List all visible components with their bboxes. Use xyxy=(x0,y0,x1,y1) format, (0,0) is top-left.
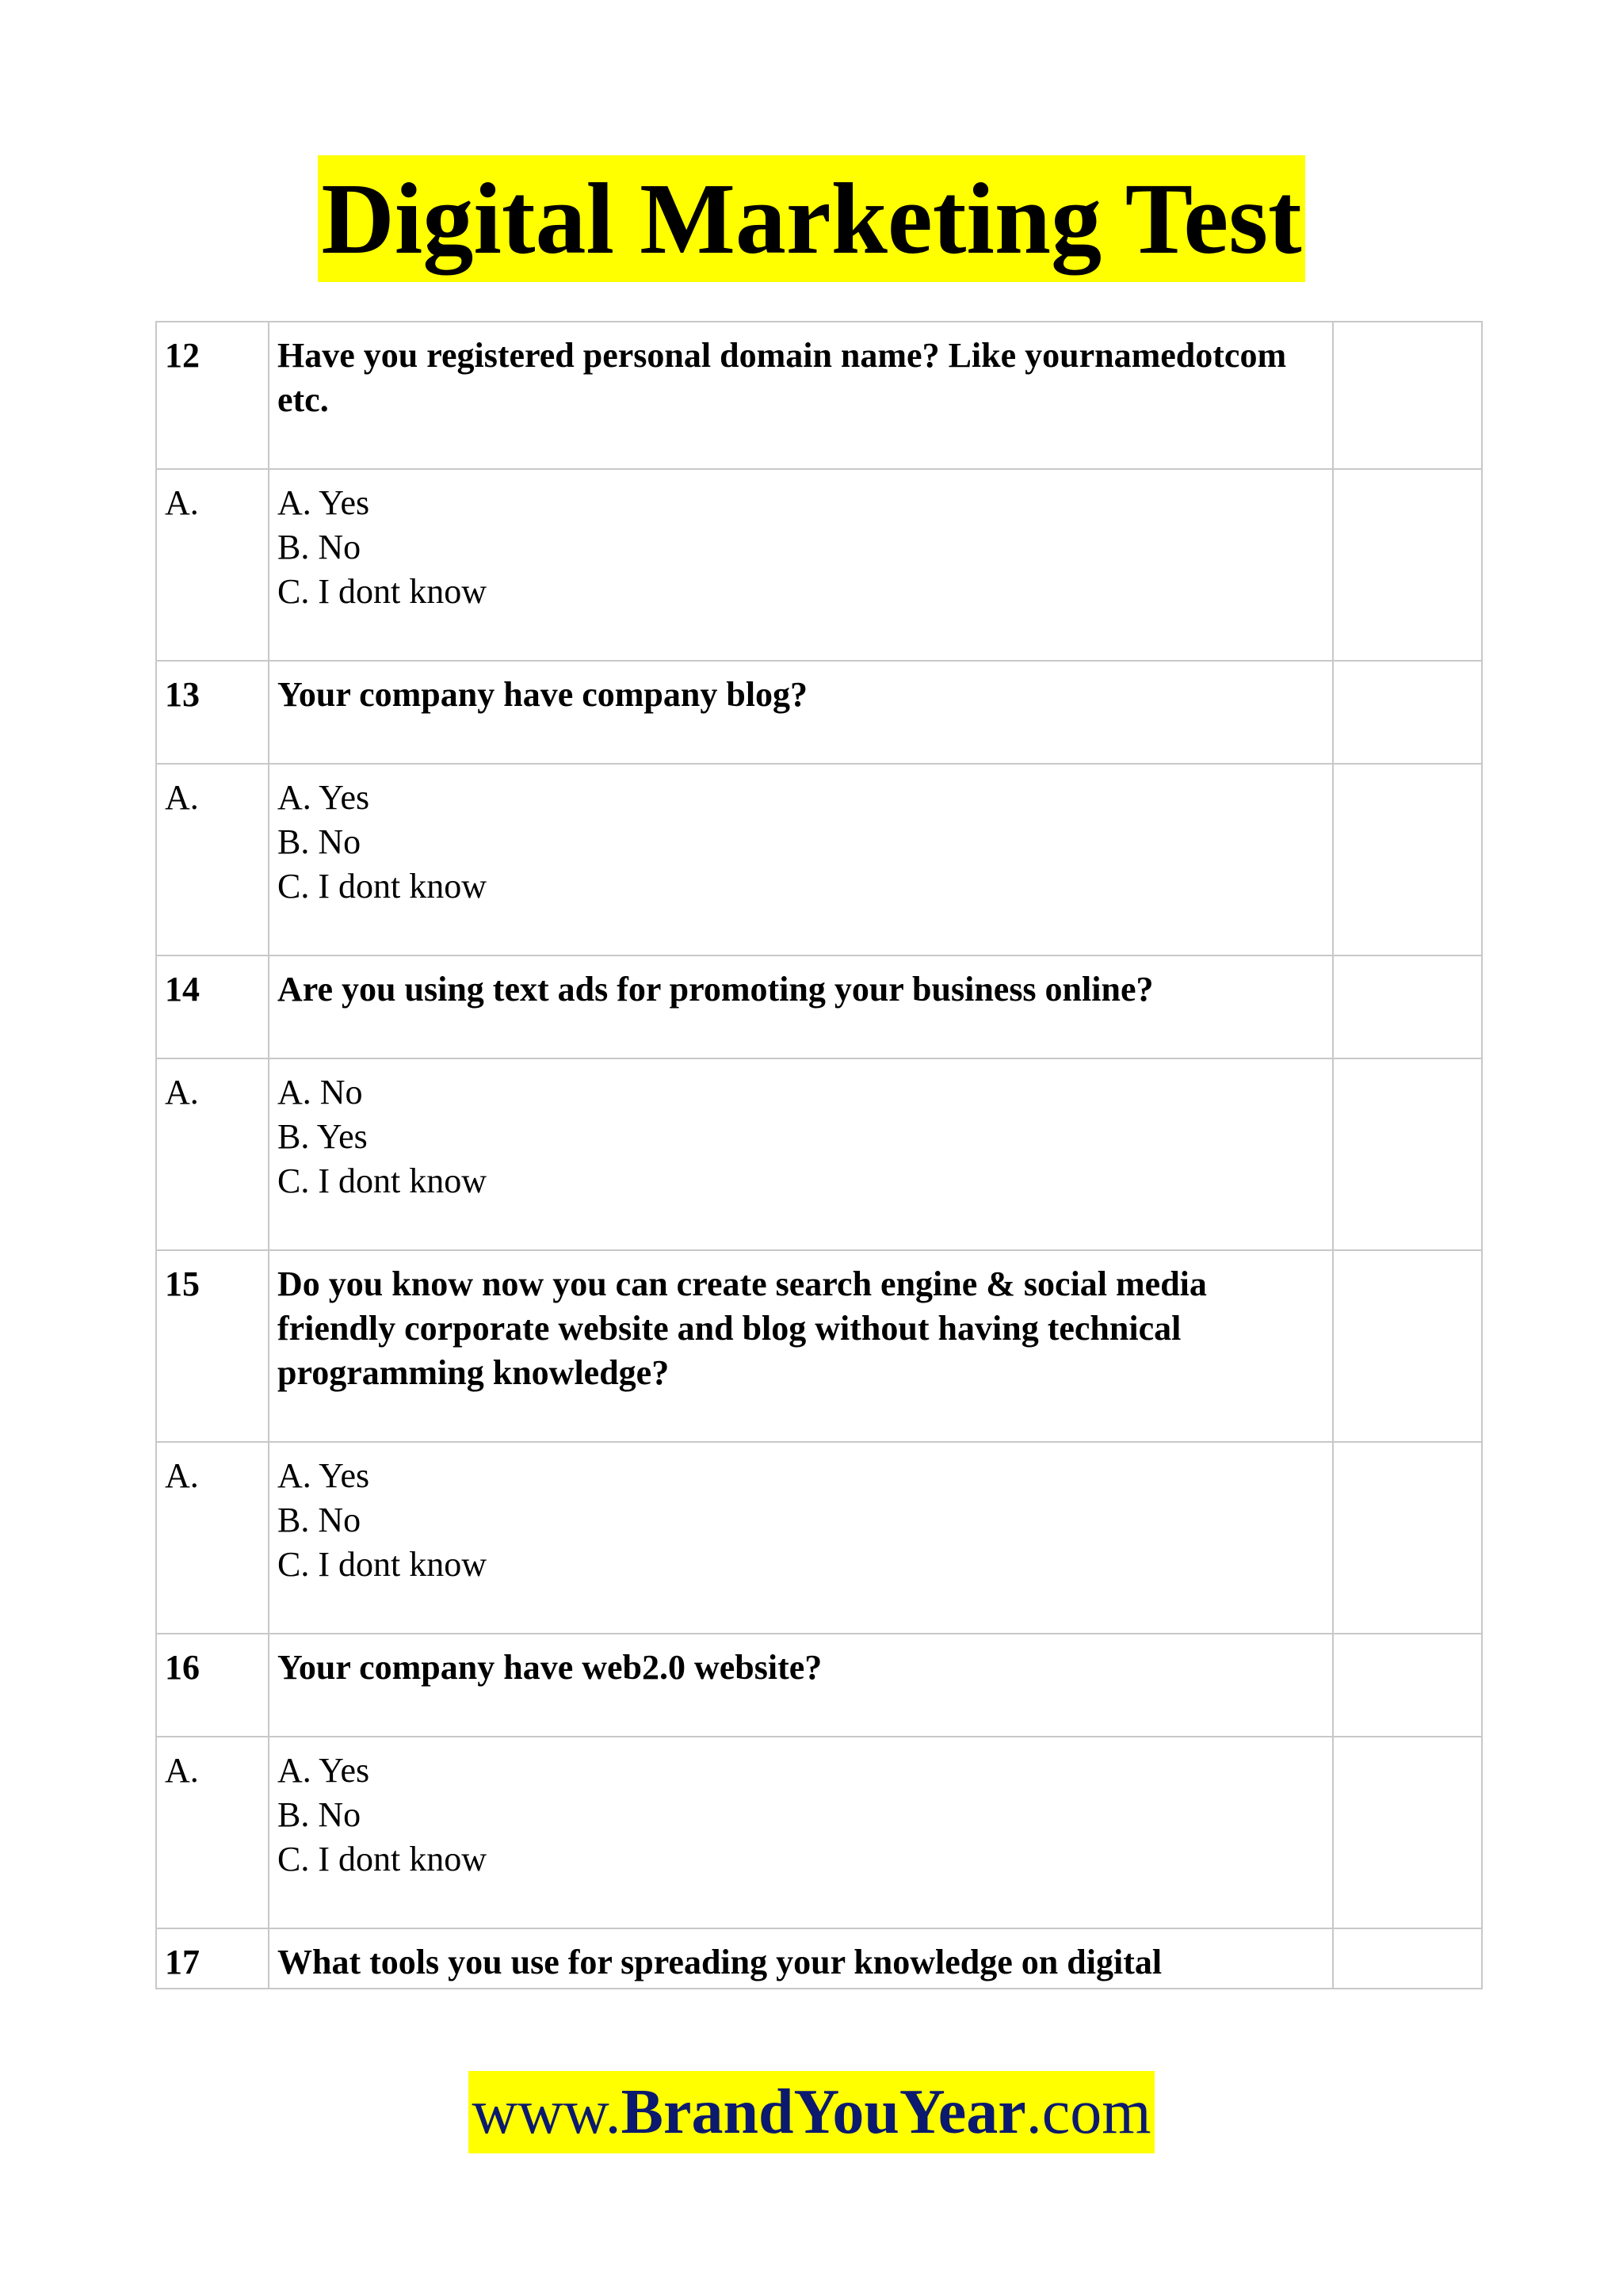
question-row xyxy=(156,661,1482,764)
option-c: C. I dont know xyxy=(277,867,487,906)
question-number: 12 xyxy=(156,322,269,469)
answer-cell xyxy=(1333,1442,1482,1634)
answer-cell xyxy=(1333,1634,1482,1737)
question-number: 14 xyxy=(156,955,269,1058)
question-number: 15 xyxy=(156,1250,269,1442)
answer-label: A. xyxy=(156,764,269,955)
answer-row xyxy=(156,1737,1482,1928)
question-text: Your company have company blog? xyxy=(269,661,1333,764)
answer-cell xyxy=(1333,322,1482,469)
answer-label: A. xyxy=(156,1737,269,1928)
website-url xyxy=(468,2071,1154,2153)
answer-row xyxy=(156,1442,1482,1634)
url-brand: BrandYouYear xyxy=(621,2077,1026,2147)
answer-cell xyxy=(1333,1058,1482,1250)
answer-label: A. xyxy=(156,469,269,661)
question-text: Do you know now you can create search engine & social media friendly corporate website and blog without having technical programming knowledge? xyxy=(269,1250,1333,1442)
question-row xyxy=(156,1250,1482,1442)
answer-label: A. xyxy=(156,1058,269,1250)
answer-row xyxy=(156,469,1482,661)
question-number: 13 xyxy=(156,661,269,764)
question-text: What tools you use for spreading your knowledge on digital xyxy=(269,1928,1333,1989)
option-b: B. No xyxy=(277,1795,361,1834)
option-a: A. Yes xyxy=(277,1456,370,1495)
option-a: A. Yes xyxy=(277,483,370,522)
option-b: B. Yes xyxy=(277,1117,368,1156)
answer-options xyxy=(269,1058,1333,1250)
question-row xyxy=(156,1928,1482,1989)
answer-cell xyxy=(1333,764,1482,955)
option-c: C. I dont know xyxy=(277,572,487,611)
question-number: 17 xyxy=(156,1928,269,1989)
answer-options xyxy=(269,1737,1333,1928)
option-a: A. Yes xyxy=(277,1751,370,1790)
footer-container xyxy=(0,2071,1623,2153)
answer-options xyxy=(269,1442,1333,1634)
answer-cell xyxy=(1333,955,1482,1058)
option-c: C. I dont know xyxy=(277,1161,487,1200)
answer-options xyxy=(269,469,1333,661)
option-c: C. I dont know xyxy=(277,1545,487,1584)
url-suffix: .com xyxy=(1025,2077,1151,2147)
option-a: A. No xyxy=(277,1073,363,1112)
answer-cell xyxy=(1333,1250,1482,1442)
answer-cell xyxy=(1333,1928,1482,1989)
question-text: Your company have web2.0 website? xyxy=(269,1634,1333,1737)
answer-options xyxy=(269,764,1333,955)
page-title: Digital Marketing Test xyxy=(318,155,1304,282)
question-number: 16 xyxy=(156,1634,269,1737)
question-row xyxy=(156,322,1482,469)
answer-label: A. xyxy=(156,1442,269,1634)
answer-cell xyxy=(1333,469,1482,661)
question-row xyxy=(156,955,1482,1058)
quiz-table xyxy=(155,321,1483,1989)
option-a: A. Yes xyxy=(277,778,370,817)
option-b: B. No xyxy=(277,528,361,566)
question-row xyxy=(156,1634,1482,1737)
question-text: Have you registered personal domain name? Like yournamedotcom etc. xyxy=(269,322,1333,469)
answer-row xyxy=(156,1058,1482,1250)
title-container xyxy=(0,155,1623,282)
option-c: C. I dont know xyxy=(277,1840,487,1878)
option-b: B. No xyxy=(277,822,361,861)
option-b: B. No xyxy=(277,1501,361,1539)
question-text: Are you using text ads for promoting your business online? xyxy=(269,955,1333,1058)
answer-cell xyxy=(1333,1737,1482,1928)
url-prefix: www. xyxy=(472,2077,621,2147)
answer-cell xyxy=(1333,661,1482,764)
answer-row xyxy=(156,764,1482,955)
